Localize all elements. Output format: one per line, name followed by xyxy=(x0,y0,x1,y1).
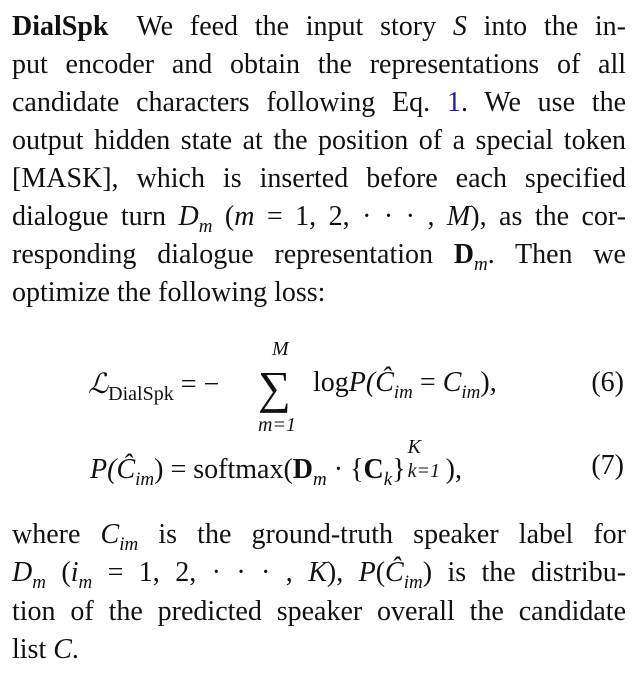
text-segment: D xyxy=(453,239,475,270)
text-segment: Ĉ xyxy=(385,557,404,589)
text-segment: list xyxy=(12,633,54,665)
text-segment: m xyxy=(198,216,213,237)
log-text: log xyxy=(313,367,349,398)
text-segment: dialogue turn xyxy=(12,201,179,232)
sum-lower-limit: m=1 xyxy=(258,414,296,436)
equals: = xyxy=(412,367,443,398)
text-line xyxy=(12,162,626,196)
prob-p: P( xyxy=(90,454,117,485)
dot-brace: · { xyxy=(326,454,364,485)
text-line xyxy=(12,48,626,82)
close-paren: ), xyxy=(480,367,497,398)
text-segment: m xyxy=(234,201,255,232)
text-segment: D xyxy=(12,557,33,589)
text-segment: ( xyxy=(375,557,386,589)
text-segment: = 1, 2, · · · , xyxy=(254,201,447,232)
loss-symbol: ℒ xyxy=(88,369,109,400)
text-segment: m xyxy=(32,572,46,594)
sub-im: im xyxy=(393,382,413,403)
text-segment: m xyxy=(78,572,93,594)
text-line xyxy=(12,595,626,629)
softmax-text: ) = softmax( xyxy=(154,454,293,485)
text-segment: ) is the distribu- xyxy=(422,557,627,589)
equals-minus: = − xyxy=(180,369,220,400)
loss-subscript: DialSpk xyxy=(108,383,174,405)
prob-p: P( xyxy=(348,367,376,398)
sub-m: m xyxy=(313,469,327,490)
text-segment: = 1, 2, · · · , xyxy=(92,557,309,589)
text-segment: M xyxy=(446,201,471,232)
text-line xyxy=(12,10,626,44)
equation-reference-link[interactable]: 1 xyxy=(446,87,461,118)
sub-im: im xyxy=(135,469,155,490)
text-segment: ), xyxy=(326,557,359,589)
sub-k: k xyxy=(383,469,393,490)
text-segment: ( xyxy=(45,557,71,589)
text-segment: im xyxy=(119,534,139,555)
text-segment: D xyxy=(178,201,199,232)
text-segment: candidate characters following Eq. xyxy=(12,87,447,118)
sum-upper-limit: M xyxy=(272,338,289,360)
text-segment: put encoder and obtain the representations of all xyxy=(12,49,626,80)
text-line xyxy=(12,276,626,310)
text-segment: . xyxy=(71,633,79,665)
text-segment: where xyxy=(12,519,101,550)
text-segment: K xyxy=(308,557,327,589)
text-segment: ), as the cor- xyxy=(470,201,627,232)
c-hat: Ĉ xyxy=(375,367,394,398)
c-label: C xyxy=(442,367,462,398)
sup-k: K xyxy=(407,436,421,458)
text-segment: into the in- xyxy=(466,11,627,42)
text-segment: C xyxy=(100,519,120,550)
text-segment: ( xyxy=(212,201,235,232)
text-segment: We feed the input story xyxy=(108,11,453,42)
text-segment: . We use the xyxy=(460,87,627,118)
c-hat: Ĉ xyxy=(116,454,136,485)
equation-number-7: (7) xyxy=(591,450,624,481)
text-segment: im xyxy=(403,572,423,594)
text-segment: optimize the following loss: xyxy=(12,277,326,308)
text-line xyxy=(12,86,626,120)
text-segment: C xyxy=(53,633,72,665)
text-segment: is the ground-truth speaker label for xyxy=(138,519,627,550)
text-segment: tion of the predicted speaker overall the candidate xyxy=(12,595,626,627)
text-line xyxy=(12,124,626,158)
sub-im: im xyxy=(461,382,481,403)
sum-symbol: ∑ xyxy=(258,362,291,413)
c-vector: C xyxy=(363,454,384,485)
text-segment: m xyxy=(474,254,488,275)
d-vector: D xyxy=(292,454,314,485)
equation-number-6: (6) xyxy=(591,367,624,398)
text-segment: responding dialogue representation xyxy=(12,239,454,270)
text-segment: i xyxy=(70,557,79,589)
text-segment: DialSpk xyxy=(12,11,109,42)
text-segment: S xyxy=(452,11,467,42)
text-line xyxy=(12,633,626,667)
text-segment: . Then we xyxy=(487,239,626,270)
text-segment: P xyxy=(358,557,376,589)
text-segment: [MASK], which is inserted before each specified xyxy=(12,163,626,194)
sub-k-eq-1: k=1 xyxy=(407,460,441,482)
text-segment: output hidden state at the position of a special token xyxy=(12,125,626,156)
close-paren: ), xyxy=(445,454,462,485)
close-brace: } xyxy=(392,454,406,485)
